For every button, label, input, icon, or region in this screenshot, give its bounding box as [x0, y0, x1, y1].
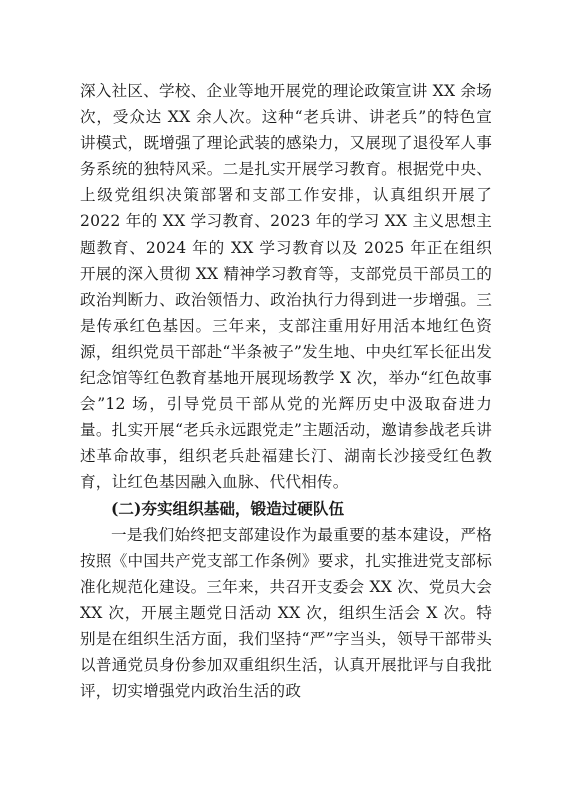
paragraph-study-and-red-gene: 深入社区、学校、企业等地开展党的理论政策宣讲 XX 余场次，受众达 XX 余人次。这种“老兵讲、讲老兵”的特色宣讲模式，既增强了理论武装的感染力，又展现了退役军人事务系统的独特风采。二是扎实开展学习教育。根据党中央、上级党组织决策部署和支部工作安排，认真组织开展了 2022 年的 XX 学习教育、2023 年的学习 XX 主义思想主题教育、2024 年的 XX 学习教育以及 2025 年正在组织开展的深入贯彻 XX 精神学习教育等，支部党员干部员工的政治判断力、政治领悟力、政治执行力得到进一步增强。三是传承红色基因。三年来，支部注重用好用活本地红色资源，组织党员干部赴“半条被子”发生地、中央红军长征出发纪念馆等红色教育基地开展现场教学 X 次，举办“红色故事会”12 场，引导党员干部从党的光辉历史中汲取奋进力量。扎实开展“老兵永远跟党走”主题活动，邀请参战老兵讲述革命故事，组织老兵赴福建长汀、湖南长沙接受红色教育，让红色基因融入血脉、代代相传。 [80, 82, 492, 492]
section-heading-organization: (二)夯实组织基础，锻造过硬队伍 [111, 498, 345, 518]
document-body [80, 78, 492, 704]
paragraph-branch-building: 一是我们始终把支部建设作为最重要的基本建设，严格按照《中国共产党支部工作条例》要求，扎实推进党支部标准化规范化建设。三年来，共召开支委会 XX 次、党员大会 XX 次，开展主题党日活动 XX 次，组织生活会 X 次。特别是在组织生活方面，我们坚持“严”字当头，领导干部带头以普通党员身份参加双重组织生活，认真开展批评与自我批评，切实增强党内政治生活的政 [80, 525, 492, 701]
